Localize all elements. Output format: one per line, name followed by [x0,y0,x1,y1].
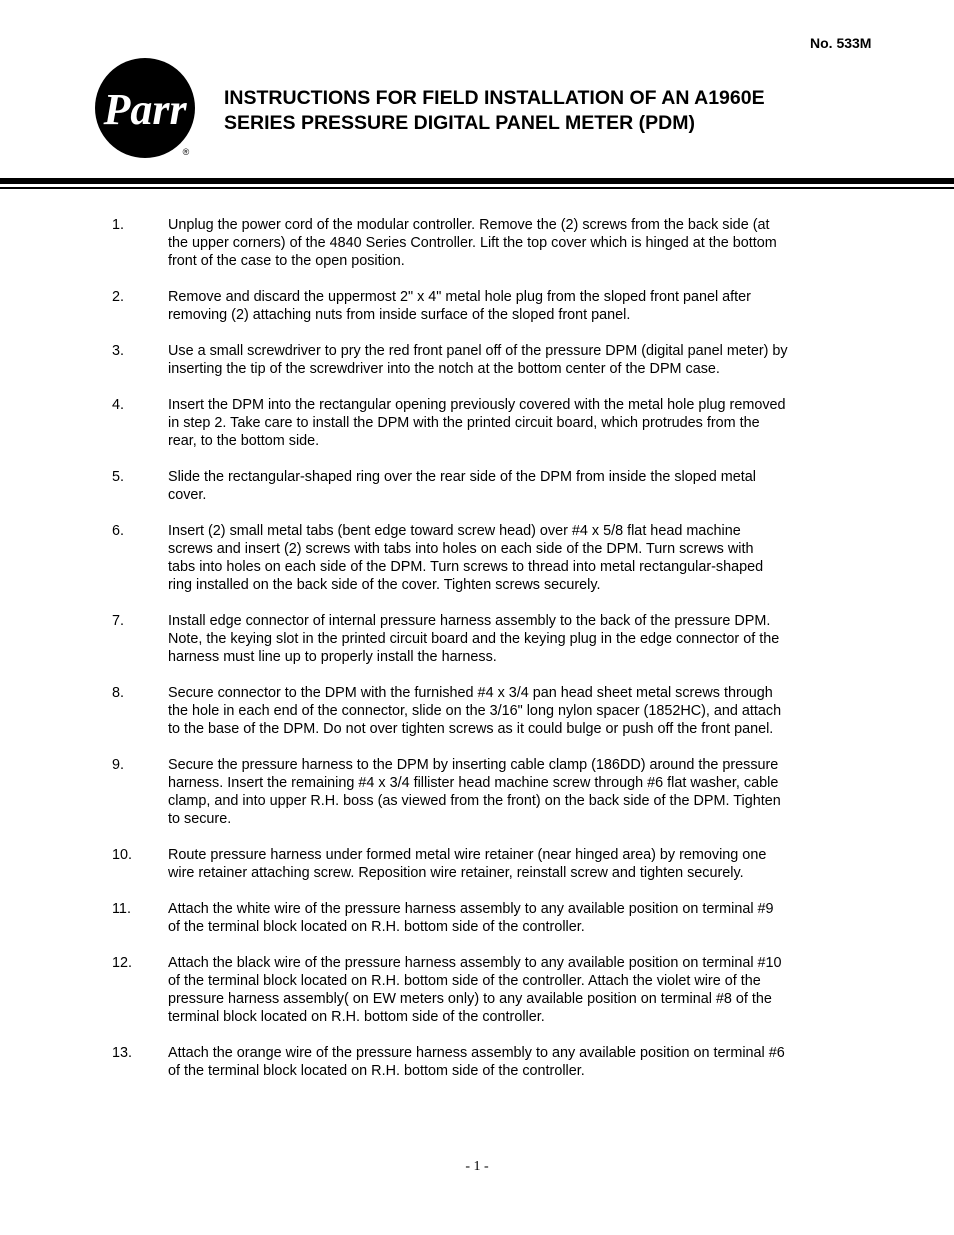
instruction-step [0,1044,954,1080]
step-text-line: the upper corners) of the 4840 Series Controller. Lift the top cover which is hinged at the bottom [168,235,777,251]
step-text [168,1044,844,1080]
step-text-line: of the terminal block located on R.H. bottom side of the controller. Attach the violet wire of the [168,973,761,989]
step-number: 7. [112,613,125,629]
header-rule-thick [0,178,954,184]
instruction-step [0,468,954,504]
step-text-line: of the terminal block located on R.H. bottom side of the controller. [168,1063,585,1079]
step-number: 10. [112,847,133,863]
step-text-line: inserting the tip of the screwdriver into the notch at the bottom center of the DPM case. [168,361,720,377]
step-text [168,612,844,666]
step-text-line: pressure harness assembly( on EW meters only) to any available position on terminal #8 of the [168,991,772,1007]
instruction-step [0,900,954,936]
step-number: 2. [112,289,125,305]
step-text-line: Unplug the power cord of the modular controller. Remove the (2) screws from the back side (at [168,217,770,233]
document-number: No. 533M [810,35,872,51]
step-number: 1. [112,217,125,233]
step-number: 8. [112,685,125,701]
step-text [168,954,844,1026]
instruction-step [0,954,954,1026]
step-number: 6. [112,523,125,539]
step-text-line: Note, the keying slot in the printed circuit board and the keying plug in the edge connector of the [168,631,780,647]
step-text-line: of the terminal block located on R.H. bottom side of the controller. [168,919,585,935]
step-text-line: Secure connector to the DPM with the furnished #4 x 3/4 pan head sheet metal screws through [168,685,773,701]
document-title [224,86,924,136]
title-line-1: INSTRUCTIONS FOR FIELD INSTALLATION OF AN A1960E [224,87,765,109]
instruction-step [0,396,954,450]
step-text-line: cover. [168,487,207,503]
step-text [168,684,844,738]
step-text-line: to the base of the DPM. Do not over tighten screws as it could bulge or push off the front panel. [168,721,774,737]
step-text-line: screws and insert (2) screws with tabs into holes on each side of the DPM. Turn screws with [168,541,754,557]
step-text-line: Route pressure harness under formed metal wire retainer (near hinged area) by removing one [168,847,767,863]
step-text-line: Slide the rectangular-shaped ring over the rear side of the DPM from inside the sloped metal [168,469,756,485]
instruction-step [0,342,954,378]
step-text-line: Attach the black wire of the pressure harness assembly to any available position on terminal #10 [168,955,782,971]
step-number: 5. [112,469,125,485]
page-number: - 1 - [465,1159,489,1174]
step-text-line: removing (2) attaching nuts from inside surface of the sloped front panel. [168,307,631,323]
step-text-line: terminal block located on R.H. bottom side of the controller. [168,1009,545,1025]
step-text-line: in step 2. Take care to install the DPM with the printed circuit board, which protrudes from the [168,415,760,431]
step-text-line: wire retainer attaching screw. Reposition wire retainer, reinstall screw and tighten securely. [168,865,744,881]
instruction-step [0,612,954,666]
step-text-line: Insert the DPM into the rectangular opening previously covered with the metal hole plug removed [168,397,786,413]
step-text-line: ring installed on the back side of the cover. Tighten screws securely. [168,577,601,593]
instruction-steps [0,216,954,1098]
step-text [168,216,844,270]
step-text-line: Secure the pressure harness to the DPM by inserting cable clamp (186DD) around the pressure [168,757,779,773]
step-text [168,396,844,450]
step-text-line: harness. Insert the remaining #4 x 3/4 fillister head machine screw through #6 flat washer, cable [168,775,779,791]
step-text-line: Insert (2) small metal tabs (bent edge toward screw head) over #4 x 5/8 flat head machine [168,523,741,539]
step-text-line: front of the case to the open position. [168,253,405,269]
header-rule-thin [0,187,954,189]
step-text [168,846,844,882]
instruction-step [0,846,954,882]
step-text-line: Use a small screwdriver to pry the red front panel off of the pressure DPM (digital panel meter) by [168,343,788,359]
step-text-line: clamp, and into upper R.H. boss (as viewed from the front) on the back side of the DPM. Tighten [168,793,781,809]
step-text-line: Attach the white wire of the pressure harness assembly to any available position on terminal #9 [168,901,774,917]
step-text-line: to secure. [168,811,232,827]
title-line-2: SERIES PRESSURE DIGITAL PANEL METER (PDM) [224,112,695,134]
step-text-line: Attach the orange wire of the pressure harness assembly to any available position on terminal #6 [168,1045,785,1061]
step-text [168,468,844,504]
step-number: 3. [112,343,125,359]
step-text-line: rear, to the bottom side. [168,433,320,449]
step-number: 11. [112,901,131,917]
step-text-line: Remove and discard the uppermost 2" x 4" metal hole plug from the sloped front panel after [168,289,751,305]
registered-mark: ® [182,147,190,157]
step-text-line: Install edge connector of internal pressure harness assembly to the back of the pressure DPM. [168,613,771,629]
step-text-line: the hole in each end of the connector, slide on the 3/16" long nylon spacer (1852HC), and attach [168,703,782,719]
logo-text: Parr [103,85,187,134]
step-number: 4. [112,397,125,413]
step-number: 12. [112,955,133,971]
step-text [168,900,844,936]
instruction-step [0,216,954,270]
step-text-line: tabs into holes on each side of the DPM. Turn screws to thread into metal rectangular-shaped [168,559,764,575]
step-number: 13. [112,1045,133,1061]
instruction-step [0,756,954,828]
step-text-line: harness must line up to properly install the harness. [168,649,497,665]
instruction-step [0,288,954,324]
step-text [168,342,844,378]
parr-logo [94,58,206,162]
instruction-step [0,684,954,738]
step-number: 9. [112,757,125,773]
step-text [168,756,844,828]
step-text [168,522,844,594]
step-text [168,288,844,324]
instruction-step [0,522,954,594]
